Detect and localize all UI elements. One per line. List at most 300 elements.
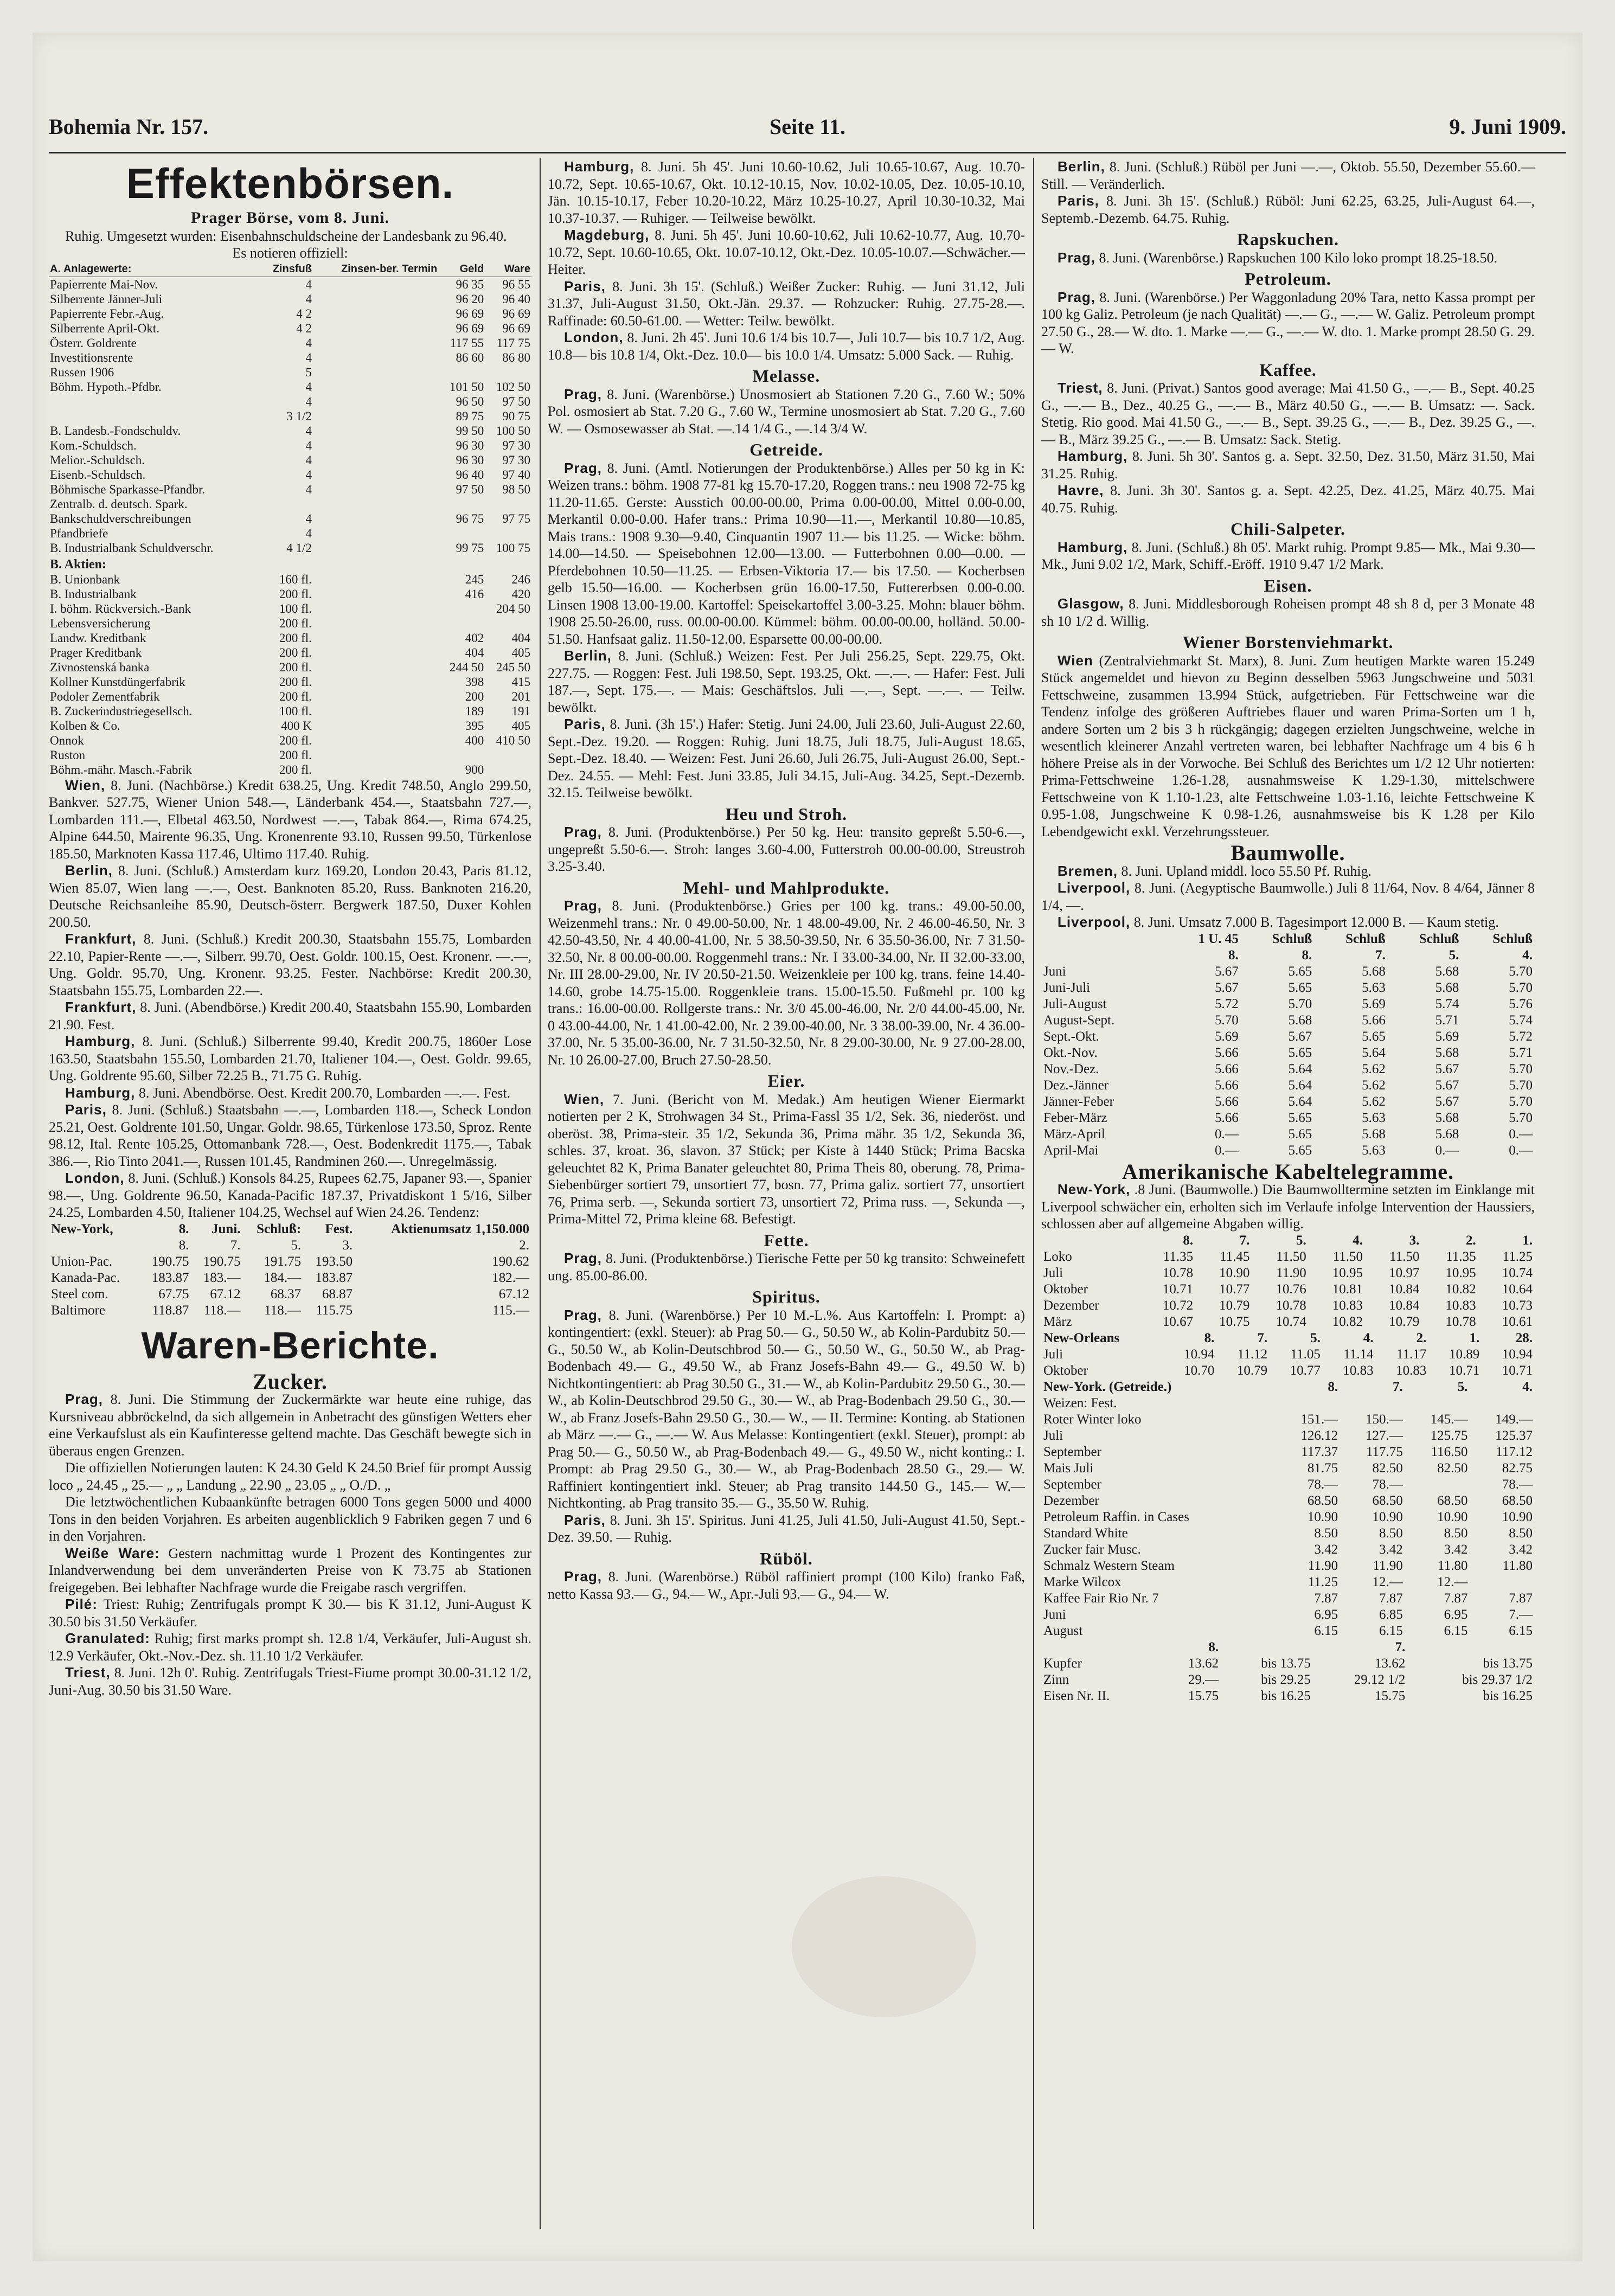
table-cell: 415 xyxy=(511,675,530,689)
table-cell: 4 xyxy=(305,424,312,438)
table-cell: 8. xyxy=(1204,1330,1215,1345)
table-cell: 11.25 xyxy=(1502,1249,1533,1264)
table-cell: 200 fl. xyxy=(279,660,312,674)
table-cell: 11.45 xyxy=(1220,1249,1250,1264)
table-cell xyxy=(313,336,438,350)
table-cell: 10.78 xyxy=(1162,1265,1194,1280)
table-cell: 10.61 xyxy=(1502,1314,1533,1329)
table-cell: 5.64 xyxy=(1288,1061,1312,1076)
table-cell: B. Industrialbank Schuldverschr. xyxy=(50,541,214,555)
report-place: Prag, xyxy=(564,824,603,840)
table-cell: 96 30 xyxy=(456,453,484,467)
table-cell: 81.75 xyxy=(1307,1460,1338,1476)
table-cell: 96 20 xyxy=(456,292,484,306)
table-cell: 5.72 xyxy=(1214,996,1239,1011)
table-cell: 8. xyxy=(1328,1379,1338,1394)
table-cell: 420 xyxy=(511,587,530,601)
table-cell: 0.— xyxy=(1435,1143,1459,1158)
table-cell: 7. xyxy=(1375,947,1386,963)
table-cell: 200 fl. xyxy=(279,748,312,762)
table-cell: 11.80 xyxy=(1502,1558,1533,1573)
table-header-cell: A. Anlagewerte: xyxy=(49,262,260,277)
table-cell: 5.64 xyxy=(1288,1094,1312,1109)
table-cell: 96 69 xyxy=(502,306,530,320)
table-cell: 13.62 xyxy=(1374,1656,1406,1671)
table-cell: 82.75 xyxy=(1502,1460,1533,1476)
report-text: 8. Juni. (Produktenbörse.) Tierische Fette per 50 kg transito: Schweinefett ung. 85.00-86.00. xyxy=(548,1250,1025,1284)
table-row xyxy=(49,1303,531,1319)
table-row xyxy=(1041,947,1535,964)
table-cell: 7. xyxy=(230,1237,241,1253)
table-cell: 2. xyxy=(1465,1233,1476,1248)
table-cell: 4 xyxy=(305,292,312,306)
table-cell: 5 xyxy=(305,365,312,379)
table-cell: bis 16.25 xyxy=(1483,1688,1533,1703)
table-cell: 405 xyxy=(511,645,530,659)
table-cell: 5.74 xyxy=(1509,1012,1533,1028)
table-cell: Loko xyxy=(1043,1249,1072,1264)
report-paragraph xyxy=(1041,880,1535,914)
table-cell: 7.87 xyxy=(1444,1590,1468,1606)
table-cell xyxy=(313,497,438,511)
table-cell: 97 50 xyxy=(502,394,530,408)
table-cell: 117.37 xyxy=(1301,1444,1338,1459)
table-cell: 404 xyxy=(511,631,530,645)
table-cell: 5.68 xyxy=(1288,1012,1312,1028)
report-place: Prag, xyxy=(564,1306,603,1323)
table-cell: I. böhm. Rückversich.-Bank xyxy=(50,601,191,615)
table-cell: 5.62 xyxy=(1362,1094,1386,1109)
report-place: Paris, xyxy=(1058,193,1099,209)
table-cell: 8.50 xyxy=(1379,1525,1403,1541)
table-cell xyxy=(313,645,438,660)
table-cell: 5.68 xyxy=(1435,1045,1459,1060)
table-row xyxy=(1041,1558,1535,1574)
table-row xyxy=(1041,1574,1535,1590)
table-cell: 8. xyxy=(1183,1233,1194,1248)
table-cell: 10.82 xyxy=(1332,1314,1363,1329)
table-cell xyxy=(1470,1574,1535,1590)
report-place: Paris, xyxy=(564,1511,606,1528)
table-cell: 5.67 xyxy=(1214,964,1239,979)
table-cell: 10.76 xyxy=(1276,1281,1306,1297)
report-paragraph xyxy=(1041,539,1535,573)
table-cell: 190.62 xyxy=(492,1254,529,1269)
report-text: 8. Juni. (Schluß.) Kredit 200.30, Staatsbahn 155.75, Lombarden 22.10, Papier-Rente —.—, Silberr. 99.70, Oest. Goldr. 100.15, Oest. Kronenr. —.—, Ung. Goldr. 95.70, Ung. Kronenr. 93.25. Fester. Nachbörse: Kredit 200.30, Staatsbahn 155.75, Lombarden 22.—. xyxy=(49,931,531,998)
table-row xyxy=(49,1254,531,1270)
table-cell: 4. xyxy=(1522,947,1533,963)
table-cell: 6.95 xyxy=(1444,1607,1468,1622)
table-cell xyxy=(49,409,260,424)
report-place: Berlin, xyxy=(1058,158,1105,175)
subsection-title: Prager Börse, vom 8. Juni. xyxy=(190,209,390,227)
report-place: Hamburg, xyxy=(1058,448,1128,464)
table-cell xyxy=(1221,1639,1313,1656)
table-cell: 86 60 xyxy=(456,350,484,364)
table-cell xyxy=(313,365,438,380)
table-cell: 6.85 xyxy=(1379,1607,1403,1622)
table-cell: 28. xyxy=(1515,1330,1533,1345)
table-cell: 191.75 xyxy=(264,1254,302,1269)
table-row xyxy=(1041,996,1535,1012)
table-row xyxy=(49,675,531,689)
table-cell: 97 30 xyxy=(502,453,530,467)
table-cell: 78.— xyxy=(1307,1477,1338,1492)
report-place: Wien xyxy=(1058,652,1093,669)
table-cell: 100 75 xyxy=(496,541,530,555)
table-cell: 126.12 xyxy=(1300,1428,1338,1443)
table-cell: 8.50 xyxy=(1509,1525,1533,1541)
header-rule xyxy=(49,152,1566,153)
table-cell: 5.65 xyxy=(1288,980,1312,995)
report-text: 8. Juni. (Nachbörse.) Kredit 638.25, Ung. Kredit 748.50, Anglo 299.50, Bankver. 527.75, Wiener Union 548.—, Länderbank 454.—, Staatsbahn 727.—, Lombarden 111.—, Elbetal 463.50, Nordwest —.—, Tabak 864.—, Rima 674.25, Alpine 644.50, Mairente 96.35, Ung. Kronenrente 93.10, Russen 99.50, Türkenlose 185.50, Marknoten Kassa 117.46, Ultimo 117.40. Ruhig. xyxy=(49,777,531,862)
table-cell: 90 75 xyxy=(502,409,530,423)
table-cell: 5.66 xyxy=(1214,1110,1239,1125)
table-cell: 5.67 xyxy=(1288,1029,1312,1044)
table-cell: 4 xyxy=(305,394,312,408)
table-cell xyxy=(313,306,438,321)
table-cell: Eisen Nr. II. xyxy=(1043,1688,1110,1703)
table-cell: 10.79 xyxy=(1236,1363,1268,1378)
table-cell: 10.78 xyxy=(1276,1298,1306,1313)
table-cell: 115.75 xyxy=(316,1303,353,1318)
table-row xyxy=(1041,1444,1535,1460)
table-cell: Eisenb.-Schuldsch. xyxy=(50,467,146,482)
report-place: Wien, xyxy=(564,1091,605,1107)
table-cell: 117 55 xyxy=(450,336,484,350)
table-cell: 11.50 xyxy=(1389,1249,1420,1264)
newyork-cotton-table xyxy=(1041,1233,1535,1330)
table-cell: 10.95 xyxy=(1445,1265,1476,1280)
table-cell: Aktienumsatz 1,150.000 xyxy=(391,1221,529,1236)
table-cell: 10.78 xyxy=(1445,1314,1476,1329)
table-cell: Steel com. xyxy=(51,1286,108,1301)
table-cell: 400 K xyxy=(281,719,312,733)
anlagewerte-table xyxy=(49,262,531,777)
table-cell: 7. xyxy=(1239,1233,1250,1248)
report-place: Prag, xyxy=(564,1568,603,1585)
subsection-title: Melasse. xyxy=(752,366,821,386)
table-cell: Lebensversicherung xyxy=(50,616,151,630)
table-cell xyxy=(438,748,485,762)
table-cell: 117 75 xyxy=(496,336,530,350)
report-paragraph xyxy=(49,1596,531,1630)
table-cell: 4 xyxy=(305,467,312,482)
table-cell: Schluß xyxy=(1492,931,1533,946)
table-cell: Bankschuldverschreibungen xyxy=(50,511,191,525)
table-cell: 127.— xyxy=(1366,1428,1403,1443)
table-cell: Dezember xyxy=(1043,1493,1099,1508)
table-row xyxy=(49,1237,531,1254)
table-row xyxy=(49,424,531,438)
table-row xyxy=(49,660,531,675)
table-row xyxy=(49,748,531,762)
table-cell: 125.75 xyxy=(1430,1428,1468,1443)
table-cell: Pfandbriefe xyxy=(50,526,108,540)
table-row xyxy=(1041,1623,1535,1639)
table-cell: 10.90 xyxy=(1502,1509,1533,1524)
report-place: Prag, xyxy=(65,1391,104,1407)
report-paragraph xyxy=(548,1091,1025,1228)
table-cell: 190.75 xyxy=(203,1254,241,1269)
table-cell: 204 50 xyxy=(496,601,530,615)
report-text: 8. Juni. Abendbörse. Oest. Kredit 200.70, Lombarden —.—. Fest. xyxy=(138,1085,511,1101)
table-cell: 10.94 xyxy=(1184,1346,1215,1362)
table-cell xyxy=(485,748,531,762)
table-cell: 5.63 xyxy=(1362,1110,1386,1125)
table-cell: 10.67 xyxy=(1162,1314,1194,1329)
table-cell: Schluß xyxy=(1272,931,1312,946)
table-cell: 8. xyxy=(178,1237,189,1253)
table-cell: Kaffee Fair Rio Nr. 7 xyxy=(1043,1590,1159,1606)
table-cell: Baltimore xyxy=(51,1303,105,1318)
newyork-stocks-table xyxy=(49,1221,531,1319)
report-paragraph xyxy=(548,647,1025,716)
report-text: 8. Juni. 2h 45'. Juni 10.6 1/4 bis 10.7—, Juli 10.7— bis 10.7 1/2, Aug. 10.8— bis 10.8 1/4, Okt.-Dez. 10.0— bis 10.0 1/4. Umsatz: 5.000 Sack. — Ruhig. xyxy=(548,330,1025,363)
table-cell xyxy=(49,1237,139,1254)
table-cell xyxy=(438,497,485,511)
table-cell xyxy=(313,350,438,365)
column-1 xyxy=(49,158,531,2240)
table-header-cell: Ware xyxy=(485,262,531,277)
table-row xyxy=(49,482,531,497)
table-row xyxy=(49,350,531,365)
subsection-title: Baumwolle. xyxy=(1231,841,1345,865)
report-place: Berlin, xyxy=(564,647,612,664)
table-cell: 5.76 xyxy=(1509,996,1533,1011)
table-cell xyxy=(313,453,438,467)
table-cell: 5.68 xyxy=(1435,1126,1459,1141)
table-cell: 4 xyxy=(305,277,312,291)
table-cell: 6.15 xyxy=(1379,1623,1403,1638)
table-cell: 99 75 xyxy=(456,541,484,555)
table-cell xyxy=(313,438,438,453)
table-cell: 4 2 xyxy=(296,306,312,320)
table-cell: Papierrente Mai-Nov. xyxy=(50,277,158,291)
table-row xyxy=(49,762,531,777)
table-cell: 4 xyxy=(305,511,312,525)
table-cell: 7.87 xyxy=(1379,1590,1403,1606)
report-place: Wien, xyxy=(65,777,106,793)
table-cell: Oktober xyxy=(1043,1281,1088,1297)
table-cell: Dezember xyxy=(1043,1298,1099,1313)
table-cell: Oktober xyxy=(1043,1363,1088,1378)
table-row xyxy=(49,719,531,733)
table-row xyxy=(1041,1656,1535,1672)
table-cell: 5.66 xyxy=(1214,1094,1239,1109)
table-cell: 10.74 xyxy=(1502,1265,1533,1280)
table-cell: 10.75 xyxy=(1219,1314,1250,1329)
table-cell: 402 xyxy=(465,631,484,645)
table-cell: 244 50 xyxy=(449,660,484,674)
table-cell xyxy=(313,277,438,292)
report-text: 8. Juni. (Amtl. Notierungen der Produktenbörse.) Alles per 50 kg in K: Weizen trans.: böhm. 1908 77-81 kg 15.70-17.20, Roggen trans.: neu 1908 72-75 kg 11.20-11.65. Gerste: Ausstich 00.00-00.00, Prima 0.00-00.00, Mittel 0.00-0.00, Merkantil 0.00-0.00. Hafer trans.: Prima 10.90—11.—, Merkantil 10.80—10.85, Mais trans.: 1908 9.30—9.40, Cinquantin 1907 11.— bis 11.25. — Wicke: böhm. 14.00—14.50. — Speisebohnen 12.00—13.00. — Futterbohnen 0.00—0.00. — Pferdebohnen 10.50—11.25. — Erbsen-Viktoria 17.— bis 17.50. — Kocherbsen gelb 15.50—16.00. — Kocherbsen grün 16.00-17.50, Futtererbsen 0.00-0.00. Linsen 1908 13.00-19.00. Kartoffel: Speisekartoffel 3.00-3.25. Mohn: blauer böhm. 1908 25.50-26.00, russ. 00.00-00.00. Kümmel: böhm. 00.00-00.00, holländ. 50.00-51.50. Hanfsaat galiz. 11.50-12.00. Esparsette 00.00-00.00. xyxy=(548,460,1025,647)
table-row xyxy=(49,409,531,424)
table-cell: Mais Juli xyxy=(1043,1460,1094,1476)
table-cell: 405 xyxy=(511,719,530,733)
table-cell: Kanada-Pac. xyxy=(51,1270,120,1285)
table-cell: 29.— xyxy=(1188,1672,1219,1687)
table-cell: Juli-August xyxy=(1043,996,1107,1011)
table-cell xyxy=(313,541,438,555)
table-cell: 10.72 xyxy=(1162,1298,1194,1313)
table-cell: 404 xyxy=(465,645,484,659)
table-cell xyxy=(313,719,438,733)
table-cell: 10.83 xyxy=(1396,1363,1427,1378)
table-cell: 6.15 xyxy=(1509,1623,1533,1638)
table-cell: Schluß: xyxy=(257,1221,302,1236)
report-paragraph xyxy=(548,329,1025,363)
table-cell xyxy=(1407,1639,1535,1656)
report-text: 8. Juni. (Privat.) Santos good average: Mai 41.50 G., —.— B., Sept. 40.25 G., —.— B., Dez., 40.25 G., —.— B., März 40.50 G., —.— B. Umsatz: —. Sack. Stetig. Rio good. Mai 41.50 G., —.— B., Sept. 39.25 G., —.— B., Dez. 39.25 G., —.— B., März 39.25 G., —.— B. Umsatz: Sack. Stetig. xyxy=(1041,380,1535,447)
table-cell: 5.62 xyxy=(1362,1078,1386,1093)
table-cell: 96 55 xyxy=(502,277,530,291)
table-cell: 1. xyxy=(1522,1233,1533,1248)
table-cell: 96 75 xyxy=(456,511,484,525)
table-cell: August xyxy=(1043,1623,1083,1638)
report-text: 8. Juni. Upland middl. loco 55.50 Pf. Ruhig. xyxy=(1121,863,1372,879)
table-cell xyxy=(485,762,531,777)
report-paragraph xyxy=(1041,289,1535,357)
subsection-title: Rüböl. xyxy=(760,1548,813,1568)
table-cell: Zivnostenská banka xyxy=(50,660,150,674)
table-cell: 3.42 xyxy=(1444,1542,1468,1557)
table-cell xyxy=(313,675,438,689)
header-date: 9. Juni 1909. xyxy=(1449,114,1566,139)
table-cell: 4 xyxy=(305,482,312,496)
report-text: 8. Juni. (Produktenbörse.) Gries per 100 kg. trans.: 49.00-50.00, Weizenmehl trans.: Nr. 0 49.00-50.00, Nr. 1 48.00-49.00, Nr. 2 46.00-46.50, Nr. 3 42.50-43.50, Nr. 4 40.00-41.00, Nr. 5 38.50-39.50, Nr. 6 35.50-36.00, Nr. 7 31.50-32.50, Nr. 8 00.00-00.00. Roggenmehl trans.: Nr. I 33.00-34.00, Nr. II 32.00-33.00, Nr. III 28.00-29.00, Nr. IV 20.50-21.50. Weizenkleie per 100 kg. trans. feine 14.40-14.60, grobe 14.75-15.00. Roggenkleie trans. 15.00-15.50. Fußmehl pr. 100 kg trans.: 16.00-00.00. Rollgerste trans.: Nr. 3/0 45.00-46.00, Nr. 2/0 44.00-45.00, Nr. 0 43.00-44.00, Nr. 1 41.00-42.00, Nr. 2 39.00-40.00, Nr. 3 38.00-39.00, Nr. 4 36.00-37.00, Nr. 5 35.00-36.00, Nr. 7 31.50-32.50, Nr. 8 29.00-30.00, Nr. 9 27.00-28.00, Nr. 10 26.00-27.00, Bruch 27.50-28.50. xyxy=(548,898,1025,1068)
table-cell: 10.77 xyxy=(1290,1363,1321,1378)
report-paragraph xyxy=(49,1630,531,1664)
table-cell: 98 50 xyxy=(502,482,530,496)
table-row xyxy=(49,292,531,306)
column-divider xyxy=(540,158,541,2229)
table-cell xyxy=(1470,1395,1535,1412)
table-cell: 160 fl. xyxy=(279,572,312,586)
table-row xyxy=(1041,1542,1535,1558)
report-place: Berlin, xyxy=(65,862,113,878)
table-cell: 10.94 xyxy=(1502,1346,1533,1362)
table-row xyxy=(1041,1607,1535,1623)
table-cell: Silberrente Jänner-Juli xyxy=(50,292,163,306)
table-cell: 10.71 xyxy=(1162,1281,1194,1297)
table-cell: 96 40 xyxy=(502,292,530,306)
table-cell xyxy=(1276,1395,1341,1412)
table-cell: 11.14 xyxy=(1343,1346,1374,1362)
table-cell: 5.70 xyxy=(1509,1061,1533,1076)
table-cell: 5.65 xyxy=(1288,1110,1312,1125)
report-text: 8. Juni. (Produktenbörse.) Per 50 kg. Heu: transito gepreßt 5.50-6.—, ungepreßt 5.50-6.—. Stroh: langes 3.60-4.00, Futterstroh 00.00-00.00, Streustroh 3.25-3.40. xyxy=(548,824,1025,874)
table-cell: 200 fl. xyxy=(279,689,312,703)
table-cell: 5.71 xyxy=(1435,1012,1459,1028)
table-row xyxy=(1041,1639,1535,1656)
subsection-title: Mehl- und Mahlprodukte. xyxy=(683,877,890,897)
table-cell: 2. xyxy=(519,1237,529,1253)
report-paragraph xyxy=(1041,448,1535,482)
table-row xyxy=(1041,1460,1535,1477)
report-paragraph xyxy=(1041,914,1535,931)
table-cell: August-Sept. xyxy=(1043,1012,1115,1028)
table-cell: 200 xyxy=(465,689,484,703)
table-cell: 5.74 xyxy=(1435,996,1459,1011)
table-cell: 96 30 xyxy=(456,438,484,452)
report-paragraph xyxy=(1041,1181,1535,1233)
table-cell: 11.12 xyxy=(1237,1346,1268,1362)
table-cell: 11.90 xyxy=(1373,1558,1403,1573)
table-cell: 245 xyxy=(465,572,484,586)
table-cell xyxy=(313,733,438,748)
table-row xyxy=(49,1286,531,1303)
table-cell: 96 69 xyxy=(502,321,530,335)
table-cell: 100 fl. xyxy=(279,704,312,718)
table-cell: 11.50 xyxy=(1276,1249,1306,1264)
table-cell xyxy=(313,587,438,601)
table-cell: 29.12 1/2 xyxy=(1354,1672,1406,1687)
table-cell: 11.35 xyxy=(1446,1249,1476,1264)
table-row xyxy=(1041,1126,1535,1143)
table-cell: 99 50 xyxy=(456,424,484,438)
table-cell: 5.68 xyxy=(1362,1126,1386,1141)
table-cell: 5.65 xyxy=(1288,1045,1312,1060)
table-cell: 200 fl. xyxy=(279,631,312,645)
table-cell: 5.69 xyxy=(1214,1029,1239,1044)
report-text: 8. Juni. (Warenbörse.) Rüböl raffiniert prompt (100 Kilo) franko Faß, netto Kassa 93.— G., 94.— W., Apr.-Juli 93.— G., 94.— W. xyxy=(548,1569,1025,1602)
table-cell: 11.35 xyxy=(1163,1249,1194,1264)
table-cell: 82.50 xyxy=(1437,1460,1468,1476)
report-text: 8. Juni. 5h 30'. Santos g. a. Sept. 32.50, Dez. 31.50, März 31.50, Mai 31.25. Ruhig. xyxy=(1041,448,1535,482)
table-cell: 96 50 xyxy=(456,394,484,408)
table-cell xyxy=(49,394,260,409)
table-cell xyxy=(313,467,438,482)
table-cell: 4 1/2 xyxy=(286,541,312,555)
table-cell: 10.71 xyxy=(1449,1363,1480,1378)
report-paragraph xyxy=(548,460,1025,648)
table-cell: 78.— xyxy=(1502,1477,1533,1492)
table-cell xyxy=(485,365,531,380)
table-cell: 96 69 xyxy=(456,321,484,335)
table-row xyxy=(1041,1509,1535,1525)
table-cell: Melior.-Schuldsch. xyxy=(50,453,145,467)
table-cell: 1 U. 45 xyxy=(1198,931,1239,946)
table-cell: 200 fl. xyxy=(279,675,312,689)
table-cell: 117.75 xyxy=(1366,1444,1403,1459)
table-row xyxy=(1041,1094,1535,1110)
table-cell: bis 16.25 xyxy=(1261,1688,1311,1703)
table-cell: 5.68 xyxy=(1435,980,1459,995)
table-row xyxy=(1041,1330,1535,1346)
report-text: 8. Juni. (Aegyptische Baumwolle.) Juli 8 11/64, Nov. 8 4/64, Jänner 8 1/4, —. xyxy=(1041,880,1535,913)
table-cell: 5.65 xyxy=(1288,964,1312,979)
report-place: Liverpool, xyxy=(1058,914,1131,930)
report-place: Triest, xyxy=(1058,380,1103,396)
table-cell: 118.— xyxy=(264,1303,302,1318)
table-cell: Österr. Goldrente xyxy=(50,336,137,350)
table-cell: Russen 1906 xyxy=(50,365,114,379)
report-paragraph xyxy=(49,931,531,999)
report-paragraph xyxy=(49,999,531,1033)
report-text: 8. Juni. 3h 30'. Santos g. a. Sept. 42.25, Dez. 41.25, März 40.75. Mai 40.75. Ruhig. xyxy=(1041,483,1535,516)
table-row xyxy=(49,572,531,587)
table-cell: 78.— xyxy=(1372,1477,1403,1492)
table-cell: 10.83 xyxy=(1332,1298,1363,1313)
table-cell: 5.68 xyxy=(1362,964,1386,979)
table-cell xyxy=(313,631,438,645)
table-cell: 8.50 xyxy=(1444,1525,1468,1541)
table-cell: Sept.-Okt. xyxy=(1043,1029,1099,1044)
table-cell: Petroleum Raffin. in Cases xyxy=(1043,1509,1189,1524)
table-row xyxy=(1041,1672,1535,1688)
table-cell: Juli xyxy=(1043,1428,1063,1443)
